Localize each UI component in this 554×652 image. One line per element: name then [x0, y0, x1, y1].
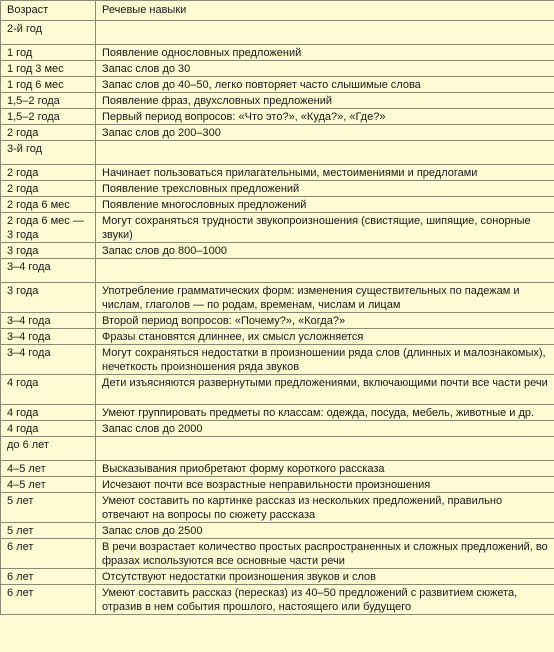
table-row [1, 375, 554, 405]
table-row [1, 93, 554, 109]
table-row [1, 585, 554, 615]
age-cell: 2 года [1, 181, 96, 197]
skill-cell: Запас слов до 40–50, легко повторяет часто слышимые слова [96, 77, 554, 93]
table-row [1, 313, 554, 329]
table-row [1, 125, 554, 141]
section-row [1, 21, 554, 45]
table-row [1, 421, 554, 437]
skill-cell [96, 259, 554, 283]
skill-cell: Умеют составить по картинке рассказ из нескольких предложений, правильно отвечают на вопросы по сюжету рассказа [96, 493, 554, 523]
age-cell: 4–5 лет [1, 461, 96, 477]
skill-cell: Фразы становятся длиннее, их смысл усложняется [96, 329, 554, 345]
skill-cell: Дети изъясняются развернутыми предложениями, включающими почти все части речи [96, 375, 554, 405]
age-cell: 1,5–2 года [1, 93, 96, 109]
skill-cell [96, 21, 554, 45]
skill-cell: Употребление грамматических форм: изменения существительных по падежам и числам, глаголов — по родам, временам, числам и лицам [96, 283, 554, 313]
skill-cell: Запас слов до 200–300 [96, 125, 554, 141]
table-row [1, 165, 554, 181]
age-cell: 5 лет [1, 523, 96, 539]
table-row [1, 523, 554, 539]
header-row [1, 1, 554, 21]
skill-cell: Первый период вопросов: «Что это?», «Куда?», «Где?» [96, 109, 554, 125]
age-cell: 4 года [1, 421, 96, 437]
skill-cell: Запас слов до 800–1000 [96, 243, 554, 259]
age-cell: 4 года [1, 405, 96, 421]
section-title: 3-й год [1, 141, 96, 165]
age-cell: 2 года [1, 125, 96, 141]
section-row [1, 141, 554, 165]
table-row [1, 493, 554, 523]
table-row [1, 477, 554, 493]
section-row [1, 259, 554, 283]
header-skills: Речевые навыки [96, 1, 554, 21]
table-body [1, 21, 554, 615]
age-cell: 4–5 лет [1, 477, 96, 493]
skill-cell: Запас слов до 2000 [96, 421, 554, 437]
age-cell: 1 год 6 мес [1, 77, 96, 93]
section-title: 2-й год [1, 21, 96, 45]
age-cell: 6 лет [1, 585, 96, 615]
skill-cell [96, 141, 554, 165]
age-cell: 4 года [1, 375, 96, 405]
section-row [1, 437, 554, 461]
age-cell: 3–4 года [1, 313, 96, 329]
age-cell: 3–4 года [1, 329, 96, 345]
table-row [1, 77, 554, 93]
skill-cell: Могут сохраняться трудности звукопроизношения (свистящие, шипящие, сонорные звуки) [96, 213, 554, 243]
skill-cell: Появление фраз, двухсловных предложений [96, 93, 554, 109]
skill-cell: Второй период вопросов: «Почему?», «Когда?» [96, 313, 554, 329]
skill-cell: В речи возрастает количество простых распространенных и сложных предложений, во фразах используются все основные части речи [96, 539, 554, 569]
skill-cell: Умеют группировать предметы по классам: одежда, посуда, мебель, животные и др. [96, 405, 554, 421]
age-cell: 3 года [1, 243, 96, 259]
skill-cell: Появление однословных предложений [96, 45, 554, 61]
skill-cell [96, 437, 554, 461]
age-cell: 3 года [1, 283, 96, 313]
header-age: Возраст [1, 1, 96, 21]
table-row [1, 461, 554, 477]
table-row [1, 243, 554, 259]
skill-cell: Запас слов до 30 [96, 61, 554, 77]
age-cell: 1,5–2 года [1, 109, 96, 125]
table-row [1, 569, 554, 585]
age-cell: 6 лет [1, 569, 96, 585]
age-cell: 5 лет [1, 493, 96, 523]
age-cell: 2 года [1, 165, 96, 181]
age-cell: 1 год 3 мес [1, 61, 96, 77]
table-row [1, 345, 554, 375]
table-row [1, 539, 554, 569]
table-row [1, 405, 554, 421]
table-row [1, 45, 554, 61]
skill-cell: Появление многословных предложений [96, 197, 554, 213]
skill-cell: Появление трехсловных предложений [96, 181, 554, 197]
table-row [1, 213, 554, 243]
age-cell: 2 года 6 мес [1, 197, 96, 213]
table-row [1, 283, 554, 313]
skill-cell: Исчезают почти все возрастные неправильности произношения [96, 477, 554, 493]
age-cell: 1 год [1, 45, 96, 61]
skill-cell: Отсутствуют недостатки произношения звуков и слов [96, 569, 554, 585]
skill-cell: Начинает пользоваться прилагательными, местоимениями и предлогами [96, 165, 554, 181]
table-row [1, 61, 554, 77]
table-row [1, 197, 554, 213]
table-row [1, 181, 554, 197]
skill-cell: Высказывания приобретают форму короткого рассказа [96, 461, 554, 477]
section-title: до 6 лет [1, 437, 96, 461]
table-row [1, 329, 554, 345]
table-row [1, 109, 554, 125]
skill-cell: Запас слов до 2500 [96, 523, 554, 539]
age-cell: 3–4 года [1, 345, 96, 375]
age-cell: 6 лет [1, 539, 96, 569]
skill-cell: Могут сохраняться недостатки в произношении ряда слов (длинных и малознакомых), нечеткость произношения ряда звуков [96, 345, 554, 375]
age-cell: 2 года 6 мес — 3 года [1, 213, 96, 243]
section-title: 3–4 года [1, 259, 96, 283]
skill-cell: Умеют составить рассказ (пересказ) из 40–50 предложений с развитием сюжета, отразив в нем события прошлого, настоящего или будущего [96, 585, 554, 615]
